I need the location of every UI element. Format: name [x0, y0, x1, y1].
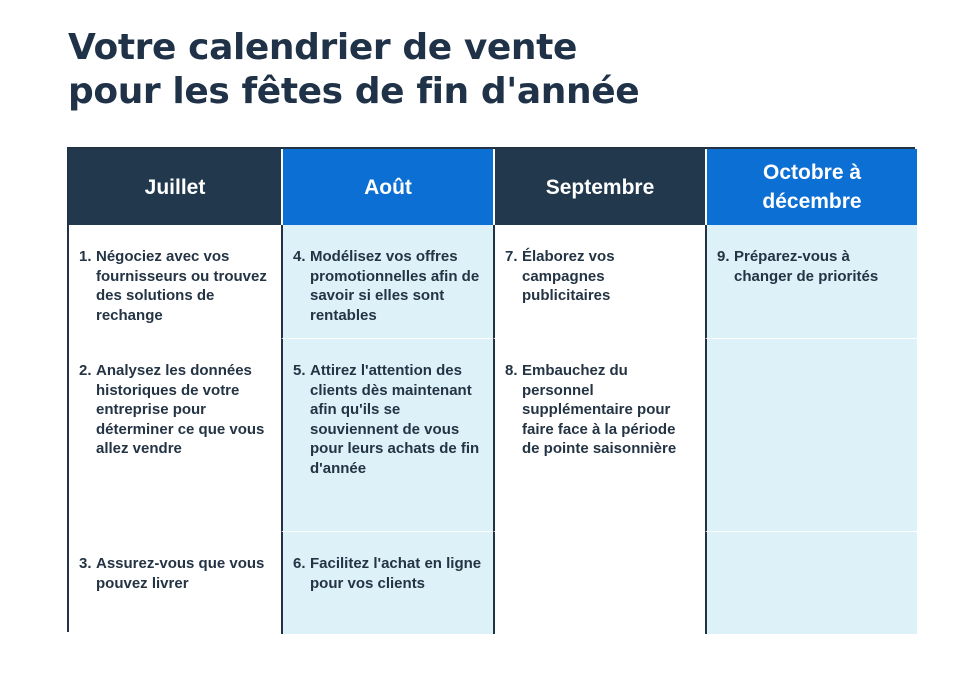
item-number: 2. — [79, 362, 92, 379]
table-cell — [705, 531, 917, 634]
item-number: 3. — [79, 555, 92, 572]
item-text: Préparez-vous à changer de priorités — [734, 248, 879, 285]
table-cell — [493, 225, 705, 338]
item-text: Élaborez vos campagnes publicitaires — [522, 248, 615, 305]
column-header-september: Septembre — [493, 149, 705, 225]
table-cell — [69, 531, 281, 634]
item-text: Négociez avec vos fournisseurs ou trouvez des solutions de rechange — [96, 248, 267, 324]
table-cell — [281, 338, 493, 531]
table-cell — [493, 531, 705, 634]
page-title-line-2: pour les fêtes de fin d'année — [68, 71, 640, 112]
column-header-august: Août — [281, 149, 493, 225]
item-number: 4. — [293, 248, 306, 265]
table-cell — [705, 338, 917, 531]
table-cell — [69, 225, 281, 338]
sales-calendar-table — [67, 147, 915, 632]
list-item — [79, 361, 271, 459]
list-item — [293, 554, 483, 593]
table-cell — [281, 225, 493, 338]
item-text: Facilitez l'achat en ligne pour vos clients — [310, 555, 482, 592]
column-header-october-december: Octobre à décembre — [705, 149, 917, 225]
item-number: 5. — [293, 362, 306, 379]
list-item — [505, 361, 695, 459]
page-title-line-1: Votre calendrier de vente — [68, 27, 577, 68]
table-cell — [281, 531, 493, 634]
item-number: 8. — [505, 362, 518, 379]
item-number: 6. — [293, 555, 306, 572]
item-text: Modélisez vos offres promotionnelles afin de savoir si elles sont rentables — [310, 248, 480, 324]
list-item — [505, 247, 695, 306]
item-text: Assurez-vous que vous pouvez livrer — [96, 555, 265, 592]
page-title — [68, 26, 639, 114]
list-item — [79, 247, 271, 325]
item-number: 9. — [717, 248, 730, 265]
list-item — [79, 554, 271, 593]
table-cell — [69, 338, 281, 531]
item-number: 7. — [505, 248, 518, 265]
item-text: Embauchez du personnel supplémentaire pour faire face à la période de pointe saisonnière — [522, 362, 677, 458]
table-cell — [493, 338, 705, 531]
list-item — [293, 361, 483, 479]
list-item — [717, 247, 907, 286]
list-item — [293, 247, 483, 325]
table-cell — [705, 225, 917, 338]
item-number: 1. — [79, 248, 92, 265]
item-text: Analysez les données historiques de votre entreprise pour déterminer ce que vous allez vendre — [96, 362, 265, 458]
column-header-july: Juillet — [69, 149, 281, 225]
item-text: Attirez l'attention des clients dès maintenant afin qu'ils se souviennent de vous pour leurs achats de fin d'année — [310, 362, 480, 477]
